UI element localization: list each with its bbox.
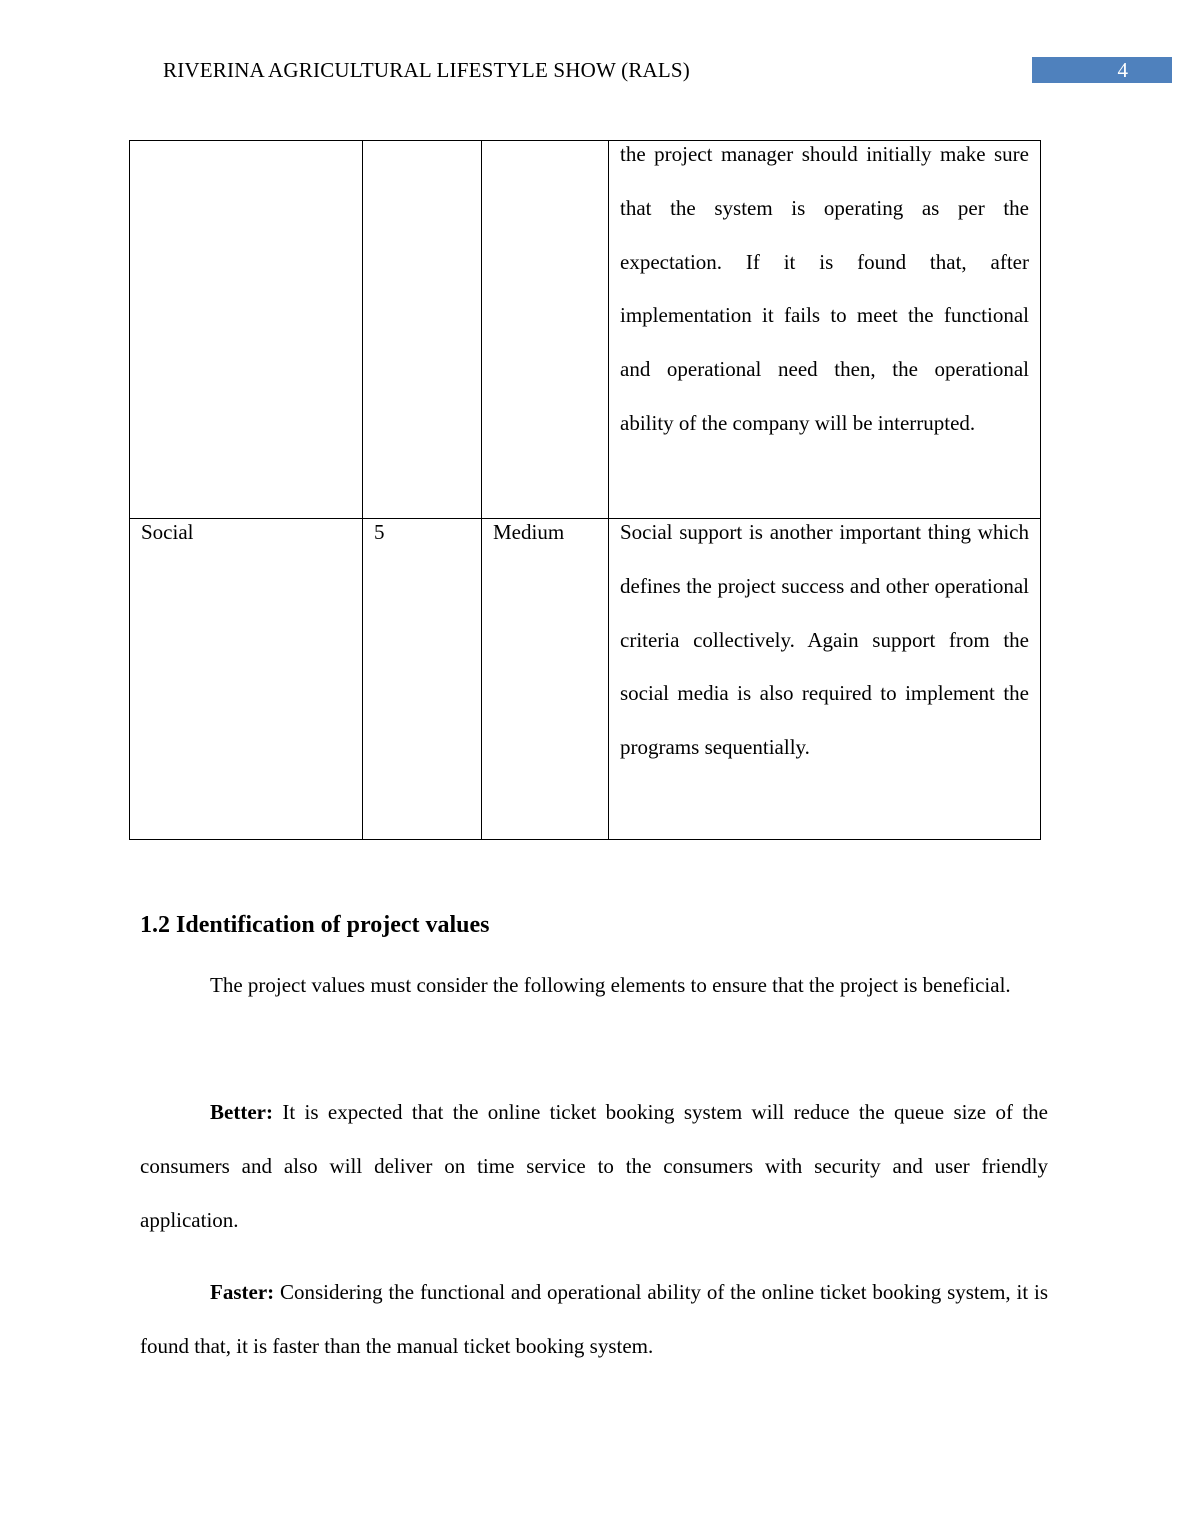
cell-text: Social support is another important thing which defines the project success and other operational criteria collectively. Again support from the social media is also required to implement the programs sequentially. bbox=[620, 520, 1029, 760]
table-row bbox=[130, 141, 1041, 519]
better-paragraph bbox=[140, 1086, 1048, 1247]
table-cell-description bbox=[609, 141, 1041, 519]
table-cell-category bbox=[130, 141, 363, 519]
table-cell-score bbox=[363, 141, 482, 519]
better-label: Better: bbox=[210, 1100, 273, 1124]
table-cell-level bbox=[482, 141, 609, 519]
intro-paragraph: The project values must consider the following elements to ensure that the project is beneficial. bbox=[210, 973, 1011, 997]
cell-text: the project manager should initially make sure that the system is operating as per the expectation. If it is found that, after implementation it fails to meet the functional and operational need then, the operational ability of the company will be interrupted. bbox=[620, 142, 1029, 435]
faster-label: Faster: bbox=[210, 1280, 275, 1304]
running-head: RIVERINA AGRICULTURAL LIFESTYLE SHOW (RALS) bbox=[163, 58, 690, 82]
table-cell-description bbox=[609, 519, 1041, 840]
cell-text: Social bbox=[141, 520, 194, 544]
table-cell-level bbox=[482, 519, 609, 840]
better-text: It is expected that the online ticket booking system will reduce the queue size of the consumers and also will deliver on time service to the consumers with security and user friendly application. bbox=[140, 1100, 1048, 1232]
page-number-badge: 4 bbox=[1032, 57, 1172, 83]
table-cell-category bbox=[130, 519, 363, 840]
section-heading: 1.2 Identification of project values bbox=[140, 912, 490, 938]
cell-text: Medium bbox=[493, 520, 565, 544]
table-row bbox=[130, 519, 1041, 840]
cell-text: 5 bbox=[374, 520, 385, 544]
table-cell-score bbox=[363, 519, 482, 840]
faster-text: Considering the functional and operational ability of the online ticket booking system, it is found that, it is faster than the manual ticket booking system. bbox=[140, 1280, 1048, 1358]
faster-paragraph bbox=[140, 1266, 1048, 1374]
risk-table bbox=[129, 140, 1041, 840]
